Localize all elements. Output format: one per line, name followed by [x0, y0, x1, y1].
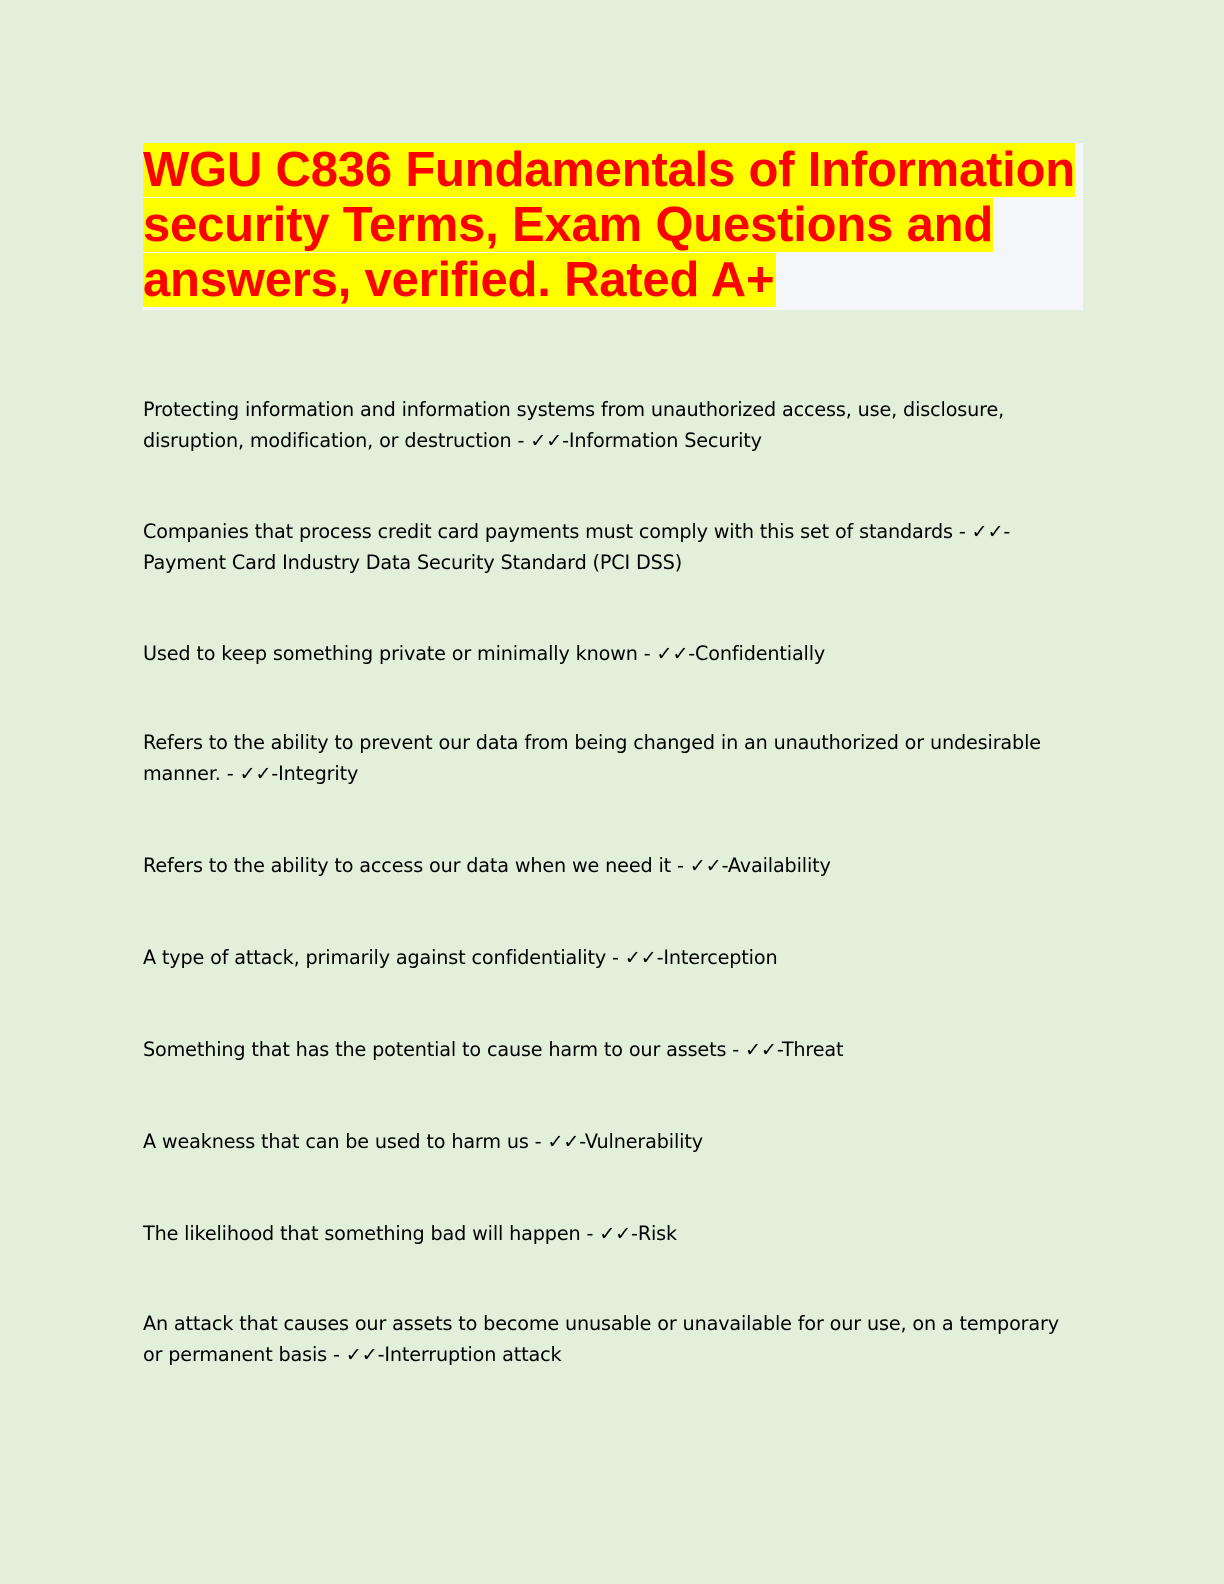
qa-item [143, 1218, 1083, 1249]
qa-answer: -Interception [656, 946, 778, 969]
qa-question: An attack that causes our assets to become unusable or unavailable for our use, on a temporary or permanent basis - [143, 1312, 1059, 1366]
qa-answer: -Availability [721, 854, 831, 877]
qa-answer: -Payment Card Industry Data Security Standard (PCI DSS) [143, 520, 1011, 574]
qa-answer: -Vulnerability [579, 1130, 703, 1153]
check-mark-icon: ✓✓ [656, 642, 689, 665]
title-block [143, 143, 1083, 310]
qa-item [143, 394, 1083, 456]
document-title-text: WGU C836 Fundamentals of Information security Terms, Exam Questions and answers, verified. Rated A+ [143, 143, 1076, 307]
qa-answer: -Confidentially [688, 642, 826, 665]
qa-item [143, 516, 1083, 578]
qa-answer: -Risk [631, 1222, 677, 1245]
check-mark-icon: ✓✓ [599, 1222, 632, 1245]
qa-answer: -Interruption attack [377, 1343, 562, 1366]
document-title [143, 143, 1083, 308]
qa-item [143, 1126, 1083, 1157]
qa-question: A weakness that can be used to harm us - [143, 1130, 548, 1153]
qa-question: Refers to the ability to access our data when we need it - [143, 854, 690, 877]
qa-question: Protecting information and information systems from unauthorized access, use, disclosure, disruption, modification, or destruction - [143, 398, 1005, 452]
qa-question: A type of attack, primarily against confidentiality - [143, 946, 625, 969]
check-mark-icon: ✓✓ [624, 946, 657, 969]
check-mark-icon: ✓✓ [239, 762, 272, 785]
qa-item [143, 850, 1083, 881]
qa-question: Something that has the potential to cause harm to our assets - [143, 1038, 745, 1061]
qa-item [143, 1034, 1083, 1065]
qa-answer: -Information Security [562, 429, 762, 452]
qa-item [143, 1308, 1083, 1370]
check-mark-icon: ✓✓ [689, 854, 722, 877]
check-mark-icon: ✓✓ [530, 429, 563, 452]
qa-item [143, 638, 1083, 669]
check-mark-icon: ✓✓ [345, 1343, 378, 1366]
qa-answer: -Integrity [271, 762, 359, 785]
check-mark-icon: ✓✓ [971, 520, 1004, 543]
qa-question: Used to keep something private or minimally known - [143, 642, 657, 665]
qa-question: Companies that process credit card payments must comply with this set of standards - [143, 520, 972, 543]
qa-item [143, 942, 1083, 973]
qa-item [143, 727, 1083, 789]
qa-answer: -Threat [776, 1038, 844, 1061]
qa-question: The likelihood that something bad will happen - [143, 1222, 600, 1245]
qa-question: Refers to the ability to prevent our data from being changed in an unauthorized or undesirable manner. - [143, 731, 1041, 785]
check-mark-icon: ✓✓ [547, 1130, 580, 1153]
check-mark-icon: ✓✓ [744, 1038, 777, 1061]
